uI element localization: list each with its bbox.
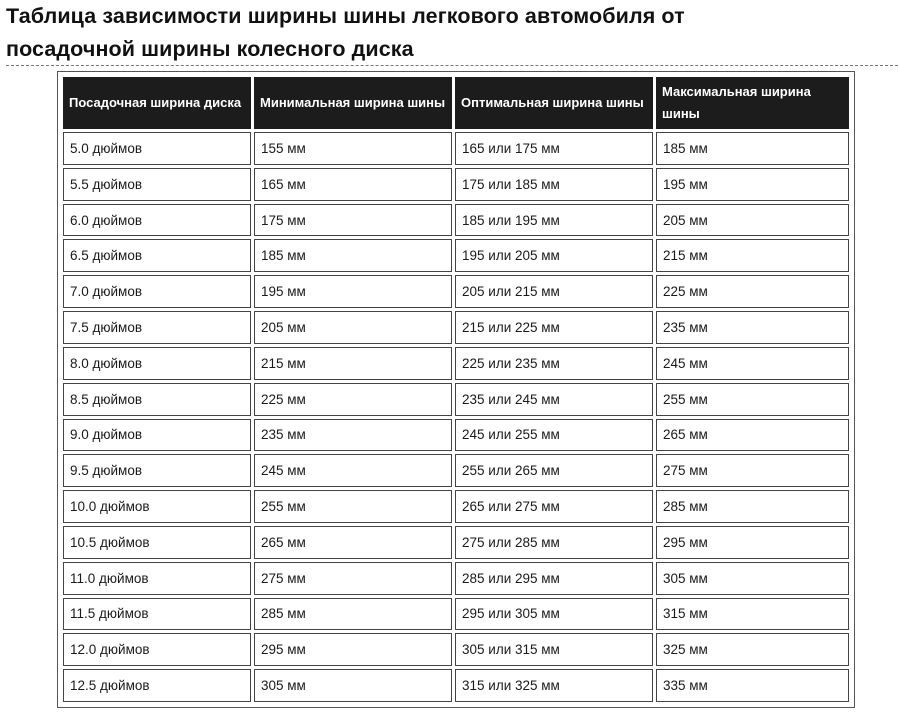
- table-row: [63, 275, 849, 308]
- cell-max-tire-width: 205 мм: [656, 204, 849, 237]
- cell-optimal-tire-width: 285 или 295 мм: [455, 562, 653, 595]
- cell-max-tire-width: 275 мм: [656, 454, 849, 487]
- cell-min-tire-width: 305 мм: [254, 669, 452, 702]
- cell-optimal-tire-width: 225 или 235 мм: [455, 347, 653, 380]
- cell-max-tire-width: 285 мм: [656, 490, 849, 523]
- cell-optimal-tire-width: 235 или 245 мм: [455, 383, 653, 416]
- cell-optimal-tire-width: 205 или 215 мм: [455, 275, 653, 308]
- cell-rim-width: 8.0 дюймов: [63, 347, 251, 380]
- cell-rim-width: 5.5 дюймов: [63, 168, 251, 201]
- cell-min-tire-width: 295 мм: [254, 633, 452, 666]
- table-row: [63, 239, 849, 272]
- cell-min-tire-width: 245 мм: [254, 454, 452, 487]
- cell-rim-width: 8.5 дюймов: [63, 383, 251, 416]
- page-title-line-1: Таблица зависимости ширины шины легкового автомобиля от: [6, 4, 685, 28]
- table-row: [63, 347, 849, 380]
- table-row: [63, 419, 849, 452]
- cell-min-tire-width: 275 мм: [254, 562, 452, 595]
- cell-min-tire-width: 215 мм: [254, 347, 452, 380]
- header-rim-width: Посадочная ширина диска: [63, 77, 251, 129]
- tire-width-table: [60, 74, 852, 705]
- cell-rim-width: 6.5 дюймов: [63, 239, 251, 272]
- cell-min-tire-width: 175 мм: [254, 204, 452, 237]
- table-row: [63, 526, 849, 559]
- cell-optimal-tire-width: 215 или 225 мм: [455, 311, 653, 344]
- cell-max-tire-width: 225 мм: [656, 275, 849, 308]
- page-title-line-2: посадочной ширины колесного диска: [6, 37, 414, 61]
- table-header-row: [63, 77, 849, 129]
- cell-min-tire-width: 165 мм: [254, 168, 452, 201]
- cell-min-tire-width: 235 мм: [254, 419, 452, 452]
- cell-max-tire-width: 255 мм: [656, 383, 849, 416]
- table-row: [63, 311, 849, 344]
- cell-rim-width: 10.0 дюймов: [63, 490, 251, 523]
- cell-min-tire-width: 185 мм: [254, 239, 452, 272]
- cell-max-tire-width: 235 мм: [656, 311, 849, 344]
- cell-max-tire-width: 245 мм: [656, 347, 849, 380]
- cell-optimal-tire-width: 175 или 185 мм: [455, 168, 653, 201]
- cell-rim-width: 7.5 дюймов: [63, 311, 251, 344]
- header-optimal-tire-width: Оптимальная ширина шины: [455, 77, 653, 129]
- cell-max-tire-width: 305 мм: [656, 562, 849, 595]
- table-body: [63, 132, 849, 702]
- table-row: [63, 383, 849, 416]
- cell-rim-width: 10.5 дюймов: [63, 526, 251, 559]
- header-max-tire-width: Максимальная ширина шины: [656, 77, 849, 129]
- cell-rim-width: 12.5 дюймов: [63, 669, 251, 702]
- cell-optimal-tire-width: 245 или 255 мм: [455, 419, 653, 452]
- cell-rim-width: 9.5 дюймов: [63, 454, 251, 487]
- cell-min-tire-width: 155 мм: [254, 132, 452, 165]
- cell-max-tire-width: 185 мм: [656, 132, 849, 165]
- cell-min-tire-width: 285 мм: [254, 598, 452, 631]
- table-row: [63, 633, 849, 666]
- cell-rim-width: 5.0 дюймов: [63, 132, 251, 165]
- tire-width-table-container: [57, 71, 855, 708]
- table-row: [63, 562, 849, 595]
- cell-min-tire-width: 195 мм: [254, 275, 452, 308]
- cell-rim-width: 6.0 дюймов: [63, 204, 251, 237]
- cell-max-tire-width: 315 мм: [656, 598, 849, 631]
- cell-optimal-tire-width: 305 или 315 мм: [455, 633, 653, 666]
- cell-min-tire-width: 225 мм: [254, 383, 452, 416]
- cell-optimal-tire-width: 195 или 205 мм: [455, 239, 653, 272]
- table-row: [63, 598, 849, 631]
- cell-max-tire-width: 325 мм: [656, 633, 849, 666]
- cell-optimal-tire-width: 255 или 265 мм: [455, 454, 653, 487]
- cell-optimal-tire-width: 265 или 275 мм: [455, 490, 653, 523]
- table-row: [63, 669, 849, 702]
- cell-min-tire-width: 265 мм: [254, 526, 452, 559]
- cell-rim-width: 11.0 дюймов: [63, 562, 251, 595]
- cell-optimal-tire-width: 165 или 175 мм: [455, 132, 653, 165]
- cell-optimal-tire-width: 185 или 195 мм: [455, 204, 653, 237]
- cell-optimal-tire-width: 295 или 305 мм: [455, 598, 653, 631]
- cell-optimal-tire-width: 315 или 325 мм: [455, 669, 653, 702]
- table-row: [63, 490, 849, 523]
- cell-max-tire-width: 195 мм: [656, 168, 849, 201]
- table-row: [63, 168, 849, 201]
- page-title: [6, 0, 886, 66]
- cell-max-tire-width: 215 мм: [656, 239, 849, 272]
- table-row: [63, 454, 849, 487]
- cell-rim-width: 11.5 дюймов: [63, 598, 251, 631]
- title-divider: [6, 65, 898, 66]
- cell-max-tire-width: 265 мм: [656, 419, 849, 452]
- table-row: [63, 132, 849, 165]
- cell-max-tire-width: 295 мм: [656, 526, 849, 559]
- cell-max-tire-width: 335 мм: [656, 669, 849, 702]
- cell-rim-width: 12.0 дюймов: [63, 633, 251, 666]
- cell-min-tire-width: 205 мм: [254, 311, 452, 344]
- header-min-tire-width: Минимальная ширина шины: [254, 77, 452, 129]
- cell-min-tire-width: 255 мм: [254, 490, 452, 523]
- cell-rim-width: 7.0 дюймов: [63, 275, 251, 308]
- cell-optimal-tire-width: 275 или 285 мм: [455, 526, 653, 559]
- cell-rim-width: 9.0 дюймов: [63, 419, 251, 452]
- table-row: [63, 204, 849, 237]
